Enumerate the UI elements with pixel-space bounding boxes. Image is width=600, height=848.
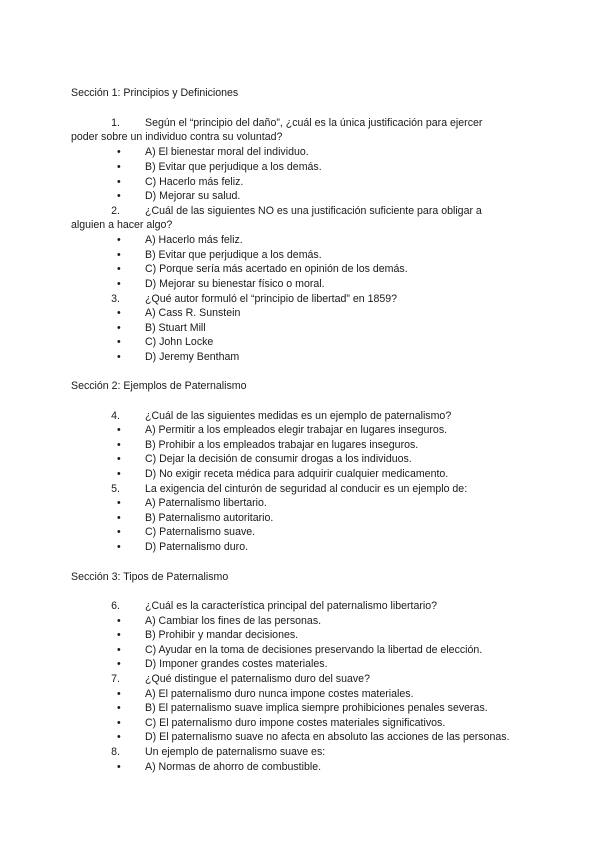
question-text: Un ejemplo de paternalismo suave es: (145, 746, 326, 758)
answer-option: C) Hacerlo más feliz. (145, 176, 244, 188)
question-number: 1. (111, 117, 120, 129)
answer-option: D) Mejorar su bienestar físico o moral. (145, 278, 325, 290)
answer-option: A) El bienestar moral del individuo. (145, 146, 309, 158)
answer-option: B) Paternalismo autoritario. (145, 512, 274, 524)
bullet-icon: • (117, 717, 121, 729)
answer-option: D) Mejorar su salud. (145, 190, 241, 202)
bullet-icon: • (117, 644, 121, 656)
answer-option: B) Stuart Mill (145, 322, 206, 334)
answer-option: D) Jeremy Bentham (145, 351, 240, 363)
bullet-icon: • (117, 176, 121, 188)
bullet-icon: • (117, 146, 121, 158)
answer-option: B) Evitar que perjudique a los demás. (145, 161, 322, 173)
answer-option: A) Cambiar los fines de las personas. (145, 615, 322, 627)
bullet-icon: • (117, 307, 121, 319)
bullet-icon: • (117, 336, 121, 348)
question-text: ¿Cuál es la característica principal del paternalismo libertario? (145, 600, 438, 612)
answer-option: A) Normas de ahorro de combustible. (145, 761, 322, 773)
bullet-icon: • (117, 497, 121, 509)
bullet-icon: • (117, 322, 121, 334)
bullet-icon: • (117, 424, 121, 436)
bullet-icon: • (117, 512, 121, 524)
bullet-icon: • (117, 278, 121, 290)
question-text: ¿Cuál de las siguientes NO es una justificación suficiente para obligar a (145, 205, 482, 217)
question-text: ¿Cuál de las siguientes medidas es un ejemplo de paternalismo? (145, 410, 452, 422)
question-number: 5. (111, 483, 120, 495)
answer-option: A) Hacerlo más feliz. (145, 234, 243, 246)
bullet-icon: • (117, 351, 121, 363)
bullet-icon: • (117, 249, 121, 261)
answer-option: B) Evitar que perjudique a los demás. (145, 249, 322, 261)
bullet-icon: • (117, 688, 121, 700)
bullet-icon: • (117, 526, 121, 538)
answer-option: C) Dejar la decisión de consumir drogas a los individuos. (145, 453, 412, 465)
bullet-icon: • (117, 453, 121, 465)
bullet-icon: • (117, 761, 121, 773)
bullet-icon: • (117, 702, 121, 714)
section-title: Sección 1: Principios y Definiciones (71, 87, 239, 99)
bullet-icon: • (117, 439, 121, 451)
bullet-icon: • (117, 731, 121, 743)
question-text: La exigencia del cinturón de seguridad al conducir es un ejemplo de: (145, 483, 468, 495)
question-text-continuation: alguien a hacer algo? (71, 219, 173, 231)
bullet-icon: • (117, 658, 121, 670)
answer-option: A) Paternalismo libertario. (145, 497, 267, 509)
question-number: 6. (111, 600, 120, 612)
bullet-icon: • (117, 161, 121, 173)
answer-option: D) Paternalismo duro. (145, 541, 249, 553)
question-text: ¿Qué autor formuló el “principio de libertad” en 1859? (145, 293, 398, 305)
answer-option: B) Prohibir a los empleados trabajar en lugares inseguros. (145, 439, 419, 451)
bullet-icon: • (117, 190, 121, 202)
answer-option: A) Permitir a los empleados elegir trabajar en lugares inseguros. (145, 424, 448, 436)
bullet-icon: • (117, 541, 121, 553)
answer-option: C) El paternalismo duro impone costes materiales significativos. (145, 717, 446, 729)
answer-option: D) El paternalismo suave no afecta en absoluto las acciones de las personas. (145, 731, 510, 743)
bullet-icon: • (117, 468, 121, 480)
bullet-icon: • (117, 615, 121, 627)
question-number: 8. (111, 746, 120, 758)
answer-option: B) Prohibir y mandar decisiones. (145, 629, 299, 641)
question-number: 4. (111, 410, 120, 422)
answer-option: A) El paternalismo duro nunca impone costes materiales. (145, 688, 414, 700)
bullet-icon: • (117, 234, 121, 246)
bullet-icon: • (117, 263, 121, 275)
answer-option: A) Cass R. Sunstein (145, 307, 241, 319)
question-text-continuation: poder sobre un individuo contra su voluntad? (71, 131, 283, 143)
answer-option: B) El paternalismo suave implica siempre prohibiciones penales severas. (145, 702, 488, 714)
bullet-icon: • (117, 629, 121, 641)
answer-option: C) Porque sería más acertado en opinión de los demás. (145, 263, 408, 275)
answer-option: D) No exigir receta médica para adquirir cualquier medicamento. (145, 468, 449, 480)
question-number: 7. (111, 673, 120, 685)
section-title: Sección 3: Tipos de Paternalismo (71, 571, 229, 583)
question-number: 2. (111, 205, 120, 217)
answer-option: C) Ayudar en la toma de decisiones preservando la libertad de elección. (145, 644, 483, 656)
section-title: Sección 2: Ejemplos de Paternalismo (71, 380, 247, 392)
question-text: Según el “principio del daño”, ¿cuál es la única justificación para ejercer (145, 117, 483, 129)
answer-option: C) Paternalismo suave. (145, 526, 256, 538)
answer-option: C) John Locke (145, 336, 214, 348)
question-number: 3. (111, 293, 120, 305)
answer-option: D) Imponer grandes costes materiales. (145, 658, 328, 670)
question-text: ¿Qué distingue el paternalismo duro del suave? (145, 673, 370, 685)
